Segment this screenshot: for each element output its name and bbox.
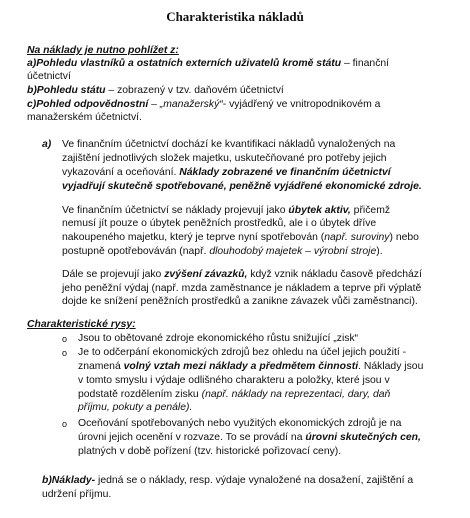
bullet-icon: o (62, 348, 68, 358)
section-a-p1-line3-text: vykazování a oceňování. (62, 167, 180, 178)
section-a-p3-line3: dojde ke snížení peněžních prostředků a zanikne závazek vůči zaměstnanci). (62, 296, 418, 307)
section-a-p2-line3-tail: ) nebo (389, 232, 419, 243)
section-a-p2-line4-tail: ). (376, 246, 383, 257)
intro-item-a-label: a)Pohledu vlastníků a ostatních externích uživatelů kromě státu (27, 58, 342, 69)
features-item1: Jsou to obětované zdroje ekonomického růstu snižující „zisk“ (78, 333, 359, 344)
section-a-p2-line4 (62, 245, 383, 258)
features-heading: Charakteristické rysy: (27, 319, 136, 330)
intro-item-c (27, 98, 380, 111)
section-a-p3-line1 (62, 268, 422, 281)
features-item2-line2 (78, 360, 423, 373)
section-a-p2-line3-italic: např. suroviny (324, 232, 390, 243)
intro-item-b-text: – zobrazený v tzv. daňovém účetnictví (105, 85, 284, 96)
intro-item-b (27, 84, 284, 97)
features-item2-line2-tail: . Náklady jsou (358, 361, 424, 372)
page-title: Charakteristika nákladů (166, 9, 304, 24)
features-item3-line2 (78, 431, 421, 444)
features-item2-line1: Je to odčerpání ekonomických zdrojů bez ohledu na účel jejich použití - (78, 347, 407, 358)
bullet-icon: o (62, 334, 68, 344)
section-a-p2-line3-text: nakoupeného majetku, který je teprve nyní spotřebován ( (62, 232, 325, 243)
bullet-icon: o (62, 419, 68, 429)
section-a-p2-line1-emphasis: úbytek aktiv, (288, 205, 351, 216)
features-item3-line2-text: úrovni jejich ocenění v rozvaze. To se provádí na (78, 432, 306, 443)
section-a-p3-line1-text: Dále se projevují jako (62, 269, 165, 280)
section-b-continuation: udržení příjmu. (42, 489, 112, 500)
features-item3-line3: platných v době pořízení (tzv. historické pořizovací ceny). (78, 446, 342, 457)
intro-item-a (27, 57, 389, 70)
section-a-p2-line1-text: Ve finančním účetnictví se náklady projevují jako (62, 205, 289, 216)
section-a-p1-line3-emphasis: Náklady zobrazené ve finančním účetnictví (179, 167, 391, 178)
intro-item-c-text: - vyjádřený ve vnitropodnikovém a (222, 99, 381, 110)
section-a-p1-line2: zajištění jednotlivých složek majetku, uskutečňované pro potřeby jejich (62, 153, 387, 164)
section-a-p2-line2: nemusí jít pouze o úbytek peněžních prostředků, ale i o úbytek dříve (62, 218, 377, 229)
features-item2-line4-italic: (např. náklady na reprezentaci, dary, daň (201, 389, 391, 400)
intro-item-a-continuation: účetnictví (27, 71, 71, 82)
features-item2-line4-text: podstatě rozdělením zisku (78, 389, 202, 400)
section-b-text: jedná se o náklady, resp. výdaje vynaložené na dosažení, zajištění a (95, 475, 414, 486)
intro-heading: Na náklady je nutno pohlížet z: (27, 45, 179, 56)
section-b-label: b)Náklady- (42, 475, 96, 486)
intro-item-b-label: b)Pohledu státu (27, 85, 106, 96)
section-a-p1-line1: Ve finančním účetnictví dochází ke kvantifikaci nákladů vynaložených na (62, 139, 396, 150)
features-item3-line1: Oceňování spotřebovaných nebo využitých ekonomických zdrojů je na (78, 418, 402, 429)
section-a-p2-line3 (62, 231, 419, 244)
features-item2-line3: v tomto smyslu i výdaje odlišného charakteru a položky, které jsou v (78, 375, 390, 386)
section-a-p2-line4-text: postupně opotřebováván (např. (62, 246, 210, 257)
intro-item-c-continuation: manažerském účetnictví. (27, 112, 142, 123)
section-a-p3-line1-emphasis: zvýšení závazků, (164, 269, 248, 280)
section-a-p2-line1 (62, 204, 390, 217)
features-item3-line2-emphasis: úrovni skutečných cen, (305, 432, 421, 443)
section-a-p1-line4: vyjadřují skutečně spotřebované, peněžně vyjádřené ekonomické zdroje. (62, 181, 422, 192)
features-item2-line4 (78, 388, 390, 401)
section-a-marker: a) (42, 139, 52, 150)
intro-item-a-text: – finanční (341, 58, 390, 69)
section-a-p3-line1-tail: když vznik nákladu časově předchází (247, 269, 422, 280)
section-b (42, 474, 413, 487)
section-a-p2-line1-tail: přičemž (350, 205, 391, 216)
features-item2-line2-text: znamená (78, 361, 124, 372)
features-item2-line5: příjmu, pokuty a penále). (78, 402, 193, 413)
intro-item-c-label: c)Pohled odpovědnostní (27, 99, 149, 110)
section-a-p1-line3 (62, 166, 391, 179)
section-a-p3-line2: jeho peněžní výdaj (např. mzda zaměstnance je nákladem a teprve při výplatě (62, 283, 422, 294)
features-item2-line2-emphasis: volný vztah mezi náklady a předmětem činnosti (123, 361, 359, 372)
section-a-p2-line4-italic: dlouhodobý majetek – výrobní stroje (209, 246, 377, 257)
intro-item-c-italic: – „manažerský“ (148, 99, 223, 110)
